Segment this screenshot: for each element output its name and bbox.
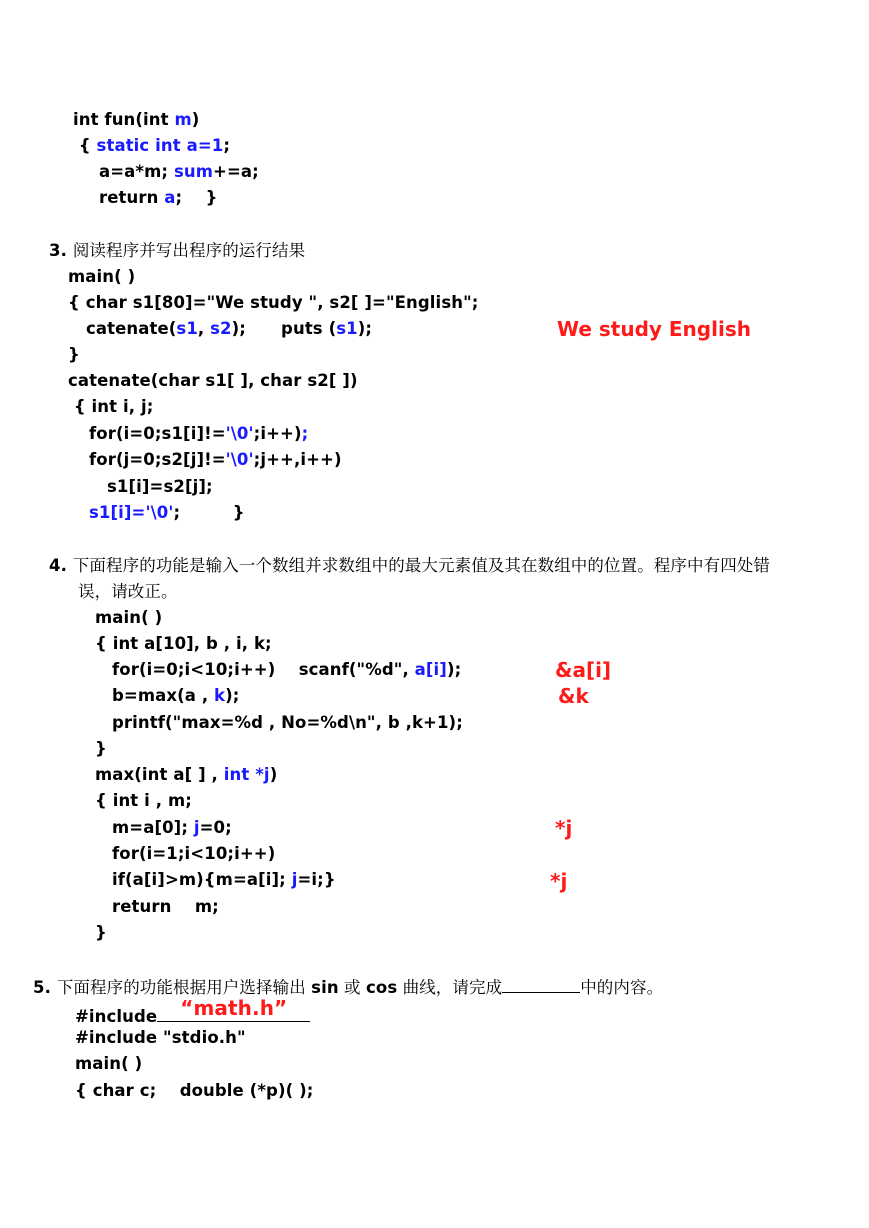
code-line: a=a*m; sum+=a; — [99, 162, 259, 181]
code-line: printf("max=%d , No=%d\n", b ,k+1); — [112, 713, 463, 732]
code-line: if(a[i]>m){m=a[i]; j=i;} — [112, 870, 336, 889]
code-line: b=max(a , k); — [112, 686, 240, 705]
question-4-title: 4. 下面程序的功能是输入一个数组并求数组中的最大元素值及其在数组中的位置。程序中有四处错 — [49, 556, 771, 575]
code-line: #include "stdio.h" — [75, 1028, 246, 1047]
code-line: { int i , m; — [95, 791, 192, 810]
code-line: catenate(char s1[ ], char s2[ ]) — [68, 371, 358, 390]
question-5-title: 5. 下面程序的功能根据用户选择输出 sin 或 cos 曲线，请完成 中的内容。 — [33, 978, 664, 997]
question-3-title: 3. 阅读程序并写出程序的运行结果 — [49, 241, 306, 260]
question-number: 5. — [33, 978, 51, 997]
code-line: main( ) — [75, 1054, 143, 1073]
code-line: { int i, j; — [68, 397, 154, 416]
question-number: 3. — [49, 241, 67, 260]
code-line: main( ) — [68, 267, 136, 286]
code-line: } — [95, 739, 107, 758]
code-line: for(j=0;s2[j]!='\0';j++,i++) — [89, 450, 342, 469]
code-line: } — [95, 923, 107, 942]
code-line: m=a[0]; j=0; — [112, 818, 232, 837]
code-line: { char c; double (*p)( ); — [75, 1081, 314, 1100]
code-line: for(i=1;i<10;i++) — [112, 844, 276, 863]
code-line: { static int a=1; — [73, 136, 231, 155]
code-line: { int a[10], b , i, k; — [95, 634, 272, 653]
code-line: #include “math.h” — [75, 1001, 310, 1027]
answer-output: We study English — [557, 317, 751, 341]
code-line: int fun(int m) — [73, 110, 200, 129]
code-line: for(i=0;s1[i]!='\0';i++); — [89, 424, 309, 443]
code-line: return a; } — [99, 188, 218, 207]
code-line: max(int a[ ] , int *j) — [95, 765, 278, 784]
code-line: } — [68, 345, 80, 364]
code-line: for(i=0;i<10;i++) scanf("%d", a[i]); — [112, 660, 462, 679]
correction-3: *j — [555, 816, 573, 840]
question-number: 4. — [49, 556, 67, 575]
code-line: s1[i]=s2[j]; — [107, 477, 213, 496]
code-line: s1[i]='\0'; } — [89, 503, 245, 522]
question-4-title-cont: 误，请改正。 — [78, 582, 178, 601]
code-line: return m; — [112, 897, 219, 916]
code-line: catenate(s1, s2); puts (s1); — [86, 319, 373, 338]
code-line: { char s1[80]="We study ", s2[ ]="English"; — [68, 293, 479, 312]
code-line: main( ) — [95, 608, 163, 627]
correction-2: &k — [558, 684, 589, 708]
answer-blank — [502, 976, 580, 993]
include-answer: “math.h” — [180, 996, 288, 1020]
correction-4: *j — [550, 869, 568, 893]
correction-1: &a[i] — [555, 658, 612, 682]
